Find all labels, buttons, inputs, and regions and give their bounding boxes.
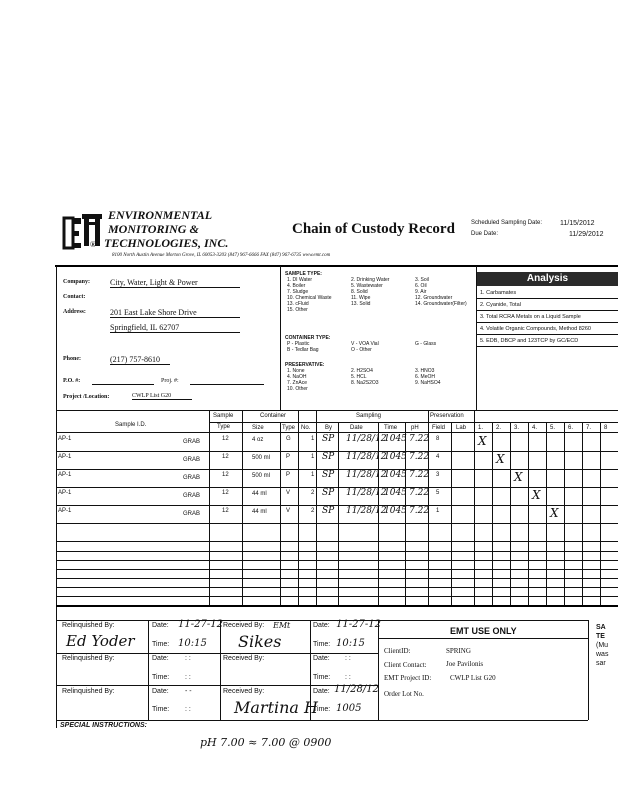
cell-by: SP [322, 434, 335, 444]
header-ph: pH [411, 425, 419, 431]
preservative-item: 6. MeOH [415, 374, 436, 380]
header-container: Container [260, 413, 287, 419]
analysis-check-mark: X [532, 488, 541, 502]
time-blank-5: : : [185, 706, 191, 713]
cell-container-type: V [286, 508, 291, 514]
cell-field: 3 [436, 472, 440, 478]
order-lot-label: Order Lot No. [384, 690, 424, 698]
due-value: 11/29/2012 [569, 231, 604, 238]
cell-grab: GRAB [183, 493, 201, 499]
analysis-check-mark: X [496, 452, 505, 466]
address-label: Address: [63, 309, 86, 315]
header-field: Field [432, 425, 446, 431]
container-type-item: B - Tedlar Bag [287, 347, 319, 353]
cell-time: 1045 [384, 452, 407, 462]
cell-grab: GRAB [183, 457, 201, 463]
cell-sample-type: 12 [222, 490, 229, 496]
emt-project-label: EMT Project ID: [384, 674, 432, 682]
address-value-2: Springfield, IL 62707 [110, 323, 240, 333]
cell-date: 11/28/12 [346, 452, 387, 462]
analysis-col-4: 4. [532, 425, 538, 431]
cell-no: 2 [311, 490, 315, 496]
analysis-check-mark: X [550, 506, 559, 520]
address-value-1: 201 East Lake Shore Drive [110, 308, 240, 318]
registered-mark: ® [90, 240, 96, 249]
cell-size: 500 ml [252, 455, 271, 461]
preservative-item: 10. Other [287, 386, 308, 392]
analysis-check-mark: X [478, 434, 487, 448]
time-label-5: Time: [152, 706, 170, 713]
cell-sample-type: 12 [222, 436, 229, 442]
container-type-title: CONTAINER TYPE: [285, 335, 331, 341]
sample-type-item: 1. DI Water [287, 277, 313, 283]
cell-ph: 7.22 [409, 434, 430, 444]
time-value-1: 10:15 [178, 638, 207, 649]
date-blank-4: : : [345, 655, 351, 662]
relinquished-label-1: Relinquished By: [62, 622, 115, 629]
date-value-2: 11-27-12 [336, 619, 381, 630]
received-signature-1: Sikes [238, 632, 282, 651]
date-value-1: 11-27-12 [178, 619, 223, 630]
sample-type-item: 6. Oil [415, 283, 427, 289]
cell-sample-id: AP-1 [58, 436, 72, 442]
header-size: Size [252, 425, 264, 431]
cell-size: 44 ml [252, 491, 267, 497]
cell-size: 500 ml [252, 473, 271, 479]
received-label-2: Received By: [223, 655, 265, 662]
company-name: ENVIRONMENTAL MONITORING & ® TECHNOLOGIES, INC. [90, 208, 229, 250]
client-contact-value: Joe Pavilonis [446, 660, 484, 668]
cell-date: 11/28/12 [346, 488, 387, 498]
cell-sample-id: AP-1 [58, 490, 72, 496]
cell-no: 1 [311, 454, 315, 460]
cell-by: SP [322, 452, 335, 462]
analysis-col-1: 1. [478, 425, 484, 431]
analysis-col-7: 7. [586, 425, 592, 431]
header-no: No. [301, 425, 311, 431]
analysis-header: Analysis [477, 272, 618, 286]
cell-date: 11/28/12 [346, 506, 387, 516]
received-label-1: Received By: [223, 622, 265, 629]
scheduled-value: 11/15/2012 [560, 220, 595, 227]
cell-grab: GRAB [183, 511, 201, 517]
analysis-col-8: 8 [604, 425, 608, 431]
edge-text-block: SA TE (Mu was sar [596, 624, 609, 667]
sample-type-item: 15. Other [287, 307, 308, 313]
preservative-item: 8. Na2S2O3 [351, 380, 379, 386]
company-value: City, Water, Light & Power [110, 278, 240, 288]
container-type-item: G - Glass [415, 341, 437, 347]
emt-use-title: EMT USE ONLY [450, 626, 517, 636]
time-label-3: Time: [152, 674, 170, 681]
preservative-item: 2. H2SO4 [351, 368, 373, 374]
relinquished-signature-1: Ed Yoder [66, 632, 135, 650]
date-label-5: Date: [152, 688, 169, 695]
cell-size: 4 oz [252, 437, 264, 443]
sample-type-item: 4. Boiler [287, 283, 306, 289]
phone-label: Phone: [63, 356, 81, 362]
header-by: By [325, 425, 333, 431]
cell-sample-id: AP-1 [58, 454, 72, 460]
time-label-2: Time: [313, 641, 331, 648]
sample-type-item: 3. Soil [415, 277, 429, 283]
cell-container-type: P [286, 472, 291, 478]
cell-ph: 7.22 [409, 506, 430, 516]
sample-type-item: 2. Drinking Water [351, 277, 390, 283]
container-type-item: O - Other [351, 347, 372, 353]
preservative-list [287, 368, 475, 392]
sample-type-item: 8. Solid [351, 289, 368, 295]
sample-type-item: 12. Groundwater [415, 295, 453, 301]
cell-size: 44 ml [252, 509, 267, 515]
cell-field: 4 [436, 454, 440, 460]
preservative-item: 5. HCL [351, 374, 367, 380]
received-label-3: Received By: [223, 688, 265, 695]
header-lab: Lab [456, 425, 467, 431]
emt-logo [62, 212, 104, 250]
header-sample-type: Type [217, 424, 231, 430]
cell-sample-type: 12 [222, 508, 229, 514]
client-contact-label: Client Contact: [384, 661, 427, 669]
preservative-item: 4. NaOH [287, 374, 307, 380]
sample-type-item: 13. Solid [351, 301, 371, 307]
emt-project-value: CWLP List G20 [450, 674, 496, 682]
contact-label: Contact: [63, 294, 86, 300]
analysis-col-5: 5. [550, 425, 556, 431]
preservative-item: 1. None [287, 368, 305, 374]
analysis-item: 5. EDB, DBCP and 123TCP by GC/ECD [480, 338, 579, 344]
header-date: Date [350, 425, 363, 431]
cell-grab: GRAB [183, 475, 201, 481]
po-label: P.O. #: [63, 378, 81, 384]
cell-time: 1045 [384, 470, 407, 480]
cell-by: SP [322, 488, 335, 498]
cell-sample-type: 12 [222, 472, 229, 478]
cell-no: 2 [311, 508, 315, 514]
date-label-1: Date: [152, 622, 169, 629]
header-sampling: Sampling [356, 413, 382, 419]
sample-type-item: 13. cFluid [287, 301, 309, 307]
date-value-6: 11/28/12 [334, 684, 379, 695]
company-address-line: 8100 North Austin Avenue Morton Grove, IL 60053-3203 (847) 967-6666 FAX (847) 967-6735 www.emt.com [112, 253, 331, 258]
received-signature-3: Martina H [234, 698, 318, 717]
sample-type-item: 5. Wastewater [351, 283, 383, 289]
analysis-check-mark: X [514, 470, 523, 484]
sample-type-list [287, 277, 475, 313]
cell-ph: 7.22 [409, 488, 430, 498]
time-blank-3: : : [185, 674, 191, 681]
special-instructions-label: SPECIAL INSTRUCTIONS: [60, 722, 147, 729]
header-container-type: Type [282, 425, 296, 431]
header-sample-id: Sample I.D. [115, 422, 147, 428]
project-label: Project /Location: [63, 394, 110, 400]
date-label-3: Date: [152, 655, 169, 662]
cell-no: 1 [311, 472, 315, 478]
preservative-title: PRESERVATIVE: [285, 362, 325, 368]
header-preservation: Preservation [430, 413, 464, 419]
cell-ph: 7.22 [409, 470, 430, 480]
proj-line [190, 384, 264, 385]
sample-type-item: 9. Air [415, 289, 427, 295]
time-value-6: 1005 [336, 703, 362, 714]
time-label-6: Time: [313, 706, 331, 713]
relinquished-label-2: Relinquished By: [62, 655, 115, 662]
cell-date: 11/28/12 [346, 470, 387, 480]
cell-time: 1045 [384, 434, 407, 444]
project-value: CWLP List G20 [132, 393, 192, 400]
cell-time: 1045 [384, 488, 407, 498]
sample-type-item: 11. Wipe [351, 295, 371, 301]
cell-grab: GRAB [183, 439, 201, 445]
analysis-item: 1. Carbamates [480, 290, 517, 296]
document-title: Chain of Custody Record [292, 221, 455, 237]
relinquished-label-3: Relinquished By: [62, 688, 115, 695]
sample-type-title: SAMPLE TYPE: [285, 271, 322, 277]
company-label: Company: [63, 279, 91, 285]
header-sample: Sample [213, 413, 234, 419]
time-value-2: 10:15 [336, 638, 365, 649]
container-type-item: V - VOA Vial [351, 341, 379, 347]
cell-sample-id: AP-1 [58, 508, 72, 514]
proj-label: Proj. #: [161, 378, 179, 384]
cell-sample-type: 12 [222, 454, 229, 460]
phone-value: (217) 757-8610 [110, 355, 170, 365]
sample-type-item: 10. Chemical Waste [287, 295, 332, 301]
time-label-4: Time: [313, 674, 331, 681]
analysis-item: 4. Volatile Organic Compounds, Method 8260 [480, 326, 591, 332]
cell-date: 11/28/12 [346, 434, 387, 444]
sample-type-item: 14. Groundwater(Filter) [415, 301, 467, 307]
header-time: Time [384, 425, 398, 431]
schedule-block [471, 220, 604, 238]
client-id-value: SPRING [446, 647, 471, 655]
due-label: Due Date: [471, 231, 499, 237]
cell-no: 1 [311, 436, 315, 442]
date-blank-3: : : [185, 655, 191, 662]
time-label-1: Time: [152, 641, 170, 648]
preservative-item: 9. NaHSO4 [415, 380, 441, 386]
time-blank-4: : : [345, 674, 351, 681]
cell-container-type: V [286, 490, 291, 496]
client-id-label: ClientID: [384, 647, 411, 655]
preservative-item: 3. HNO3 [415, 368, 435, 374]
analysis-item: 2. Cyanide, Total [480, 302, 521, 308]
cell-sample-id: AP-1 [58, 472, 72, 478]
date-label-4: Date: [313, 655, 330, 662]
po-line [92, 384, 154, 385]
cell-by: SP [322, 506, 335, 516]
container-type-list [287, 341, 475, 353]
analysis-col-2: 2. [496, 425, 502, 431]
cell-field: 5 [436, 490, 440, 496]
cell-container-type: G [286, 436, 291, 442]
cell-by: SP [322, 470, 335, 480]
cell-time: 1045 [384, 506, 407, 516]
analysis-col-6: 6. [568, 425, 574, 431]
scheduled-label: Scheduled Sampling Date: [471, 220, 543, 226]
preservative-item: 7. ZnAce [287, 380, 308, 386]
date-label-6: Date: [313, 688, 330, 695]
analysis-item: 3. Total RCRA Metals on a Liquid Sample [480, 314, 581, 320]
cell-container-type: P [286, 454, 291, 460]
sample-type-item: 7. Sludge [287, 289, 309, 295]
cell-field: 8 [436, 436, 440, 442]
container-type-item: P - Plastic [287, 341, 310, 347]
analysis-col-3: 3. [514, 425, 520, 431]
date-label-2: Date: [313, 622, 330, 629]
cell-field: 1 [436, 508, 440, 514]
special-instructions-note: pH 7.00 ≈ 7.00 @ 0900 [200, 736, 332, 749]
received-by-hint: EMt [273, 621, 291, 630]
date-blank-5: - - [185, 688, 192, 695]
cell-ph: 7.22 [409, 452, 430, 462]
